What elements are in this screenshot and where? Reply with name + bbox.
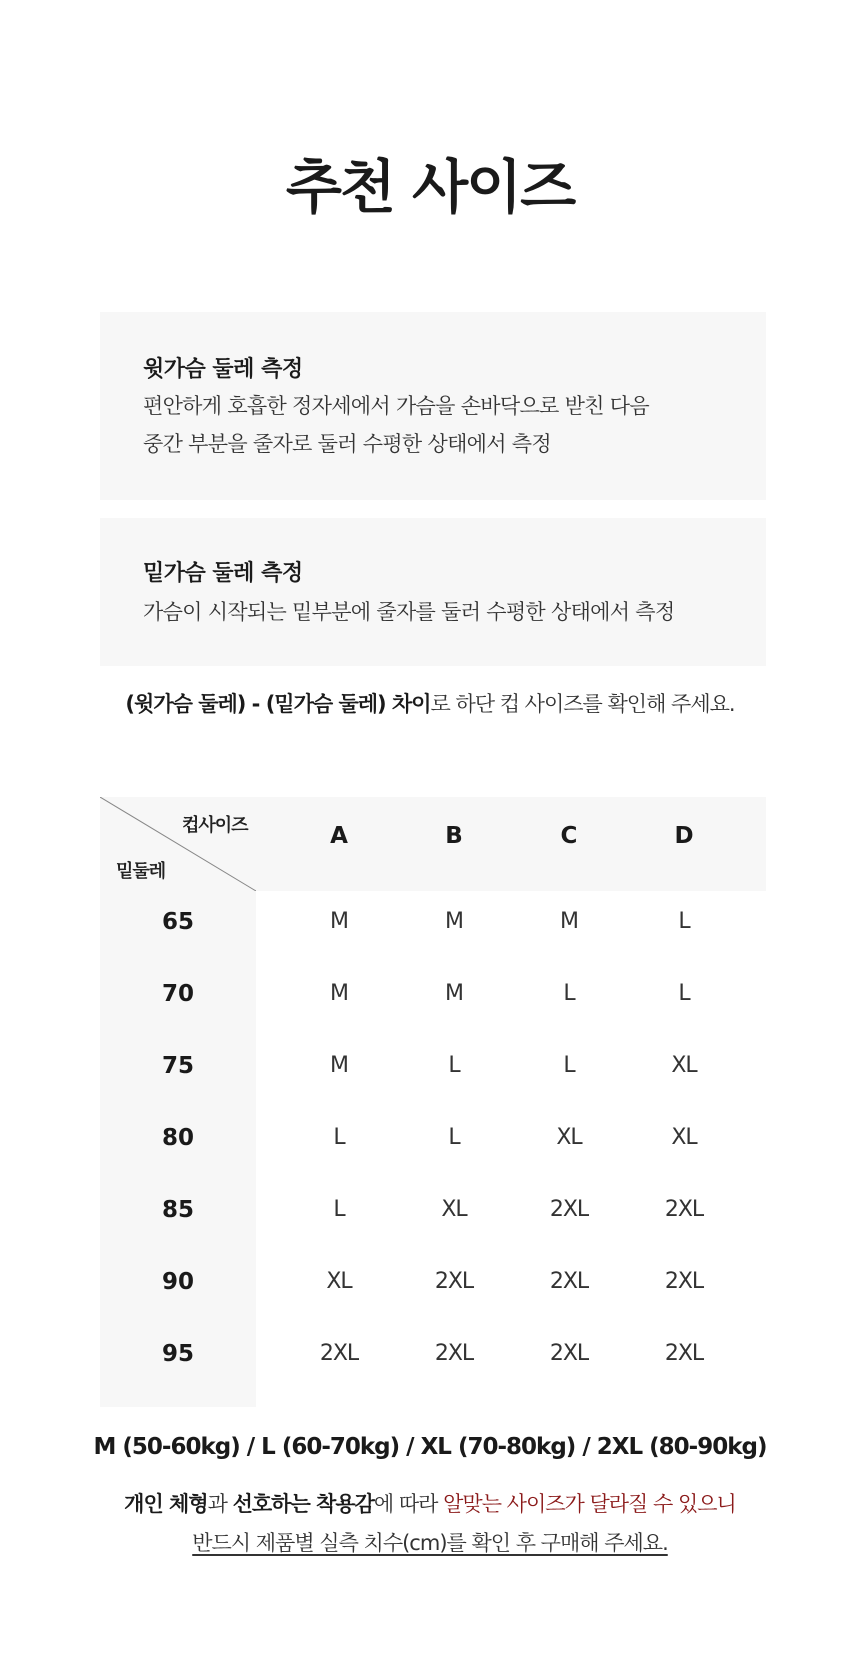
size-cell: M	[330, 981, 348, 1006]
size-cell: 2XL	[664, 1341, 704, 1366]
size-cell: XL	[326, 1269, 352, 1294]
column-header-a: A	[330, 823, 348, 849]
size-cell: L	[448, 1125, 460, 1150]
warning-text-2: 에 따라	[373, 1492, 444, 1516]
under-bust-desc: 가슴이 시작되는 밑부분에 줄자를 둘러 수평한 상태에서 측정	[143, 600, 675, 624]
weight-guide: M (50-60kg) / L (60-70kg) / XL (70-80kg) / 2XL (80-90kg)	[93, 1434, 767, 1460]
size-table	[100, 797, 766, 1407]
size-cell: 2XL	[549, 1269, 589, 1294]
upper-bust-desc-line-2: 중간 부분을 줄자로 둘러 수평한 상태에서 측정	[143, 432, 551, 456]
upper-bust-title: 윗가슴 둘레 측정	[143, 357, 303, 382]
size-cell: M	[560, 909, 578, 934]
band-size-85: 85	[161, 1197, 194, 1223]
under-bust-title: 밑가슴 둘레 측정	[143, 561, 303, 586]
size-cell: M	[445, 981, 463, 1006]
size-cell: XL	[671, 1125, 697, 1150]
size-cell: L	[563, 981, 575, 1006]
size-cell: L	[563, 1053, 575, 1078]
warning-red-text: 알맞는 사이즈가 달라질 수 있으니	[443, 1492, 736, 1516]
size-cell: 2XL	[434, 1341, 474, 1366]
size-cell: L	[333, 1197, 345, 1222]
page-title: 추천 사이즈	[285, 153, 575, 221]
warning-bold-body-type: 개인 체형	[124, 1492, 208, 1516]
column-header-b: B	[445, 823, 463, 849]
size-cell: XL	[671, 1053, 697, 1078]
size-cell: L	[678, 909, 690, 934]
corner-cup-size-label: 컵사이즈	[182, 815, 248, 836]
size-cell: 2XL	[664, 1269, 704, 1294]
column-header-d: D	[674, 823, 694, 849]
upper-bust-desc-line-1: 편안하게 호흡한 정자세에서 가슴을 손바닥으로 받친 다음	[143, 394, 649, 418]
size-cell: 2XL	[434, 1269, 474, 1294]
warning-line-1	[0, 1488, 860, 1518]
size-cell: L	[678, 981, 690, 1006]
size-cell: XL	[556, 1125, 582, 1150]
cup-size-note	[0, 688, 860, 718]
size-cell: M	[330, 909, 348, 934]
band-size-65: 65	[161, 909, 194, 935]
band-size-80: 80	[161, 1125, 194, 1151]
band-size-95: 95	[161, 1341, 194, 1367]
size-cell: 2XL	[664, 1197, 704, 1222]
size-cell: L	[333, 1125, 345, 1150]
warning-line-2	[0, 1527, 860, 1557]
size-cell: 2XL	[549, 1197, 589, 1222]
band-size-70: 70	[161, 981, 194, 1007]
size-cell: M	[445, 909, 463, 934]
size-cell: 2XL	[549, 1341, 589, 1366]
column-header-c: C	[560, 823, 578, 849]
cup-size-note-bold: (윗가슴 둘레) - (밑가슴 둘레) 차이	[125, 692, 431, 716]
size-cell: 2XL	[319, 1341, 359, 1366]
corner-band-label: 밑둘레	[116, 861, 166, 882]
size-cell: XL	[441, 1197, 467, 1222]
upper-bust-measure-box	[100, 312, 766, 500]
cup-size-note-rest: 로 하단 컵 사이즈를 확인해 주세요.	[430, 692, 735, 716]
band-size-90: 90	[161, 1269, 194, 1295]
under-bust-measure-box	[100, 518, 766, 666]
size-cell: L	[448, 1053, 460, 1078]
warning-underlined-text: 반드시 제품별 실측 치수(cm)를 확인 후 구매해 주세요.	[192, 1531, 668, 1555]
warning-text-1: 과	[207, 1492, 233, 1516]
warning-bold-fit: 선호하는 착용감	[232, 1492, 374, 1516]
size-cell: M	[330, 1053, 348, 1078]
band-size-75: 75	[161, 1053, 194, 1079]
